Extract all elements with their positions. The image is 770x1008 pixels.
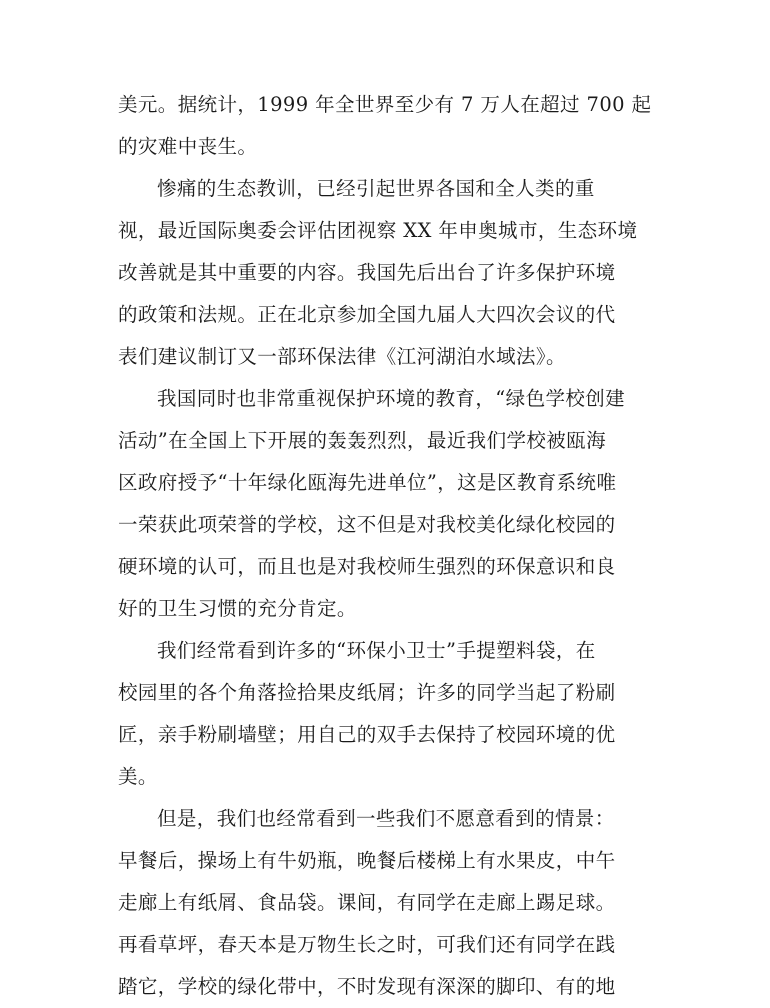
text-line: 校园里的各个角落捡拾果皮纸屑；许多的同学当起了粉刷 bbox=[118, 681, 616, 704]
text-line: 改善就是其中重要的内容。我国先后出台了许多保护环境 bbox=[118, 261, 616, 284]
text-line: 我国同时也非常重视保护环境的教育，“绿色学校创建 bbox=[157, 387, 626, 410]
document-body bbox=[118, 84, 658, 1008]
text-line: 表们建议制订又一部环保法律《江河湖泊水域法》。 bbox=[118, 345, 566, 368]
paragraph-4 bbox=[118, 630, 658, 798]
text-line: 匠，亲手粉刷墙壁；用自己的双手去保持了校园环境的优 bbox=[118, 723, 616, 746]
text-line: 踏它，学校的绿化带中，不时发现有深深的脚印、有的地 bbox=[118, 975, 616, 998]
text-line: 区政府授予“十年绿化瓯海先进单位”，这是区教育系统唯 bbox=[118, 471, 617, 494]
text-line: 再看草坪，春天本是万物生长之时，可我们还有同学在践 bbox=[118, 933, 616, 956]
text-line: 早餐后，操场上有牛奶瓶，晚餐后楼梯上有水果皮，中午 bbox=[118, 849, 616, 872]
text-line: 的政策和法规。正在北京参加全国九届人大四次会议的代 bbox=[118, 303, 616, 326]
paragraph-5 bbox=[118, 798, 658, 1008]
text-line: 视，最近国际奥委会评估团视察 XX 年申奥城市，生态环境 bbox=[118, 219, 638, 242]
text-line: 惨痛的生态教训，已经引起世界各国和全人类的重 bbox=[157, 177, 595, 200]
text-line: 美元。据统计，1999 年全世界至少有 7 万人在超过 700 起 bbox=[118, 93, 652, 116]
paragraph-3 bbox=[118, 378, 658, 630]
text-line: 硬环境的认可，而且也是对我校师生强烈的环保意识和良 bbox=[118, 555, 616, 578]
text-line: 我们经常看到许多的“环保小卫士”手提塑料袋，在 bbox=[157, 639, 596, 662]
text-line: 但是，我们也经常看到一些我们不愿意看到的情景： bbox=[157, 807, 615, 830]
text-line: 美。 bbox=[118, 765, 158, 788]
text-line: 活动”在全国上下开展的轰轰烈烈，最近我们学校被瓯海 bbox=[118, 429, 606, 452]
text-line: 好的卫生习惯的充分肯定。 bbox=[118, 597, 357, 620]
paragraph-1 bbox=[118, 84, 658, 168]
text-line: 的灾难中丧生。 bbox=[118, 135, 258, 158]
text-line: 走廊上有纸屑、食品袋。课间，有同学在走廊上踢足球。 bbox=[118, 891, 616, 914]
paragraph-2 bbox=[118, 168, 658, 378]
text-line: 一荣获此项荣誉的学校，这不但是对我校美化绿化校园的 bbox=[118, 513, 616, 536]
